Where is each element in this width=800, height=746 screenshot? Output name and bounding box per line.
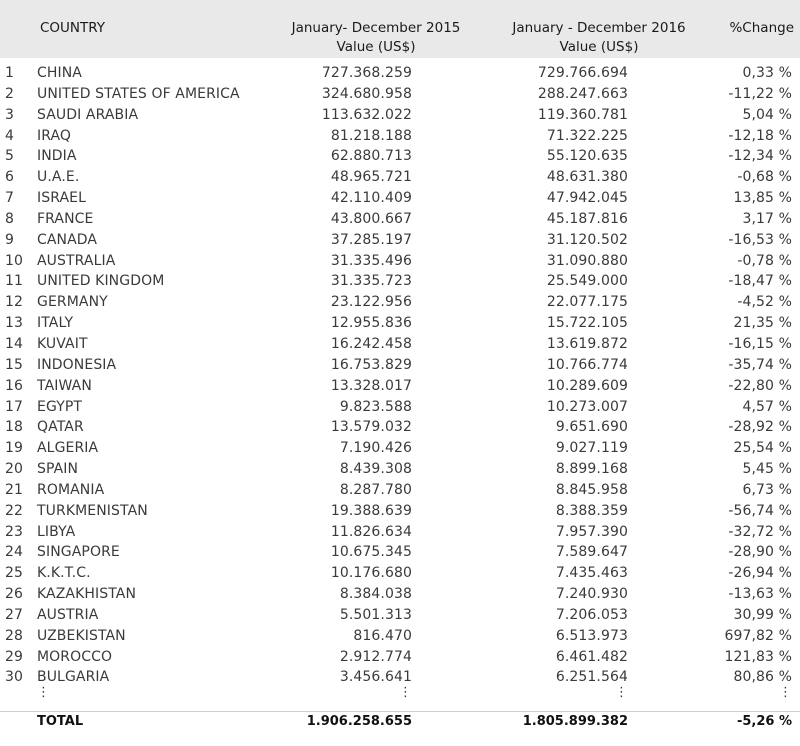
table-row — [0, 522, 800, 543]
total-2016: 1.805.899.382 — [522, 714, 628, 729]
row-number: 1 — [5, 65, 15, 81]
row-value-2016: 10.289.609 — [546, 377, 628, 394]
row-value-2016: 10.273.007 — [546, 398, 628, 415]
table-row — [0, 167, 800, 188]
table-row — [0, 63, 800, 84]
row-value-2016: 10.766.774 — [546, 356, 628, 373]
row-number: 10 — [5, 252, 24, 269]
row-value-2015: 5.501.313 — [339, 606, 412, 623]
row-country: UZBEKISTAN — [37, 627, 126, 644]
row-country: KUVAIT — [37, 335, 88, 352]
header-2016 — [485, 19, 713, 57]
row-number: 20 — [5, 461, 24, 478]
row-value-2015: 42.110.409 — [330, 190, 412, 207]
row-value-2015: 3.456.641 — [339, 669, 412, 686]
row-change: -4,52 % — [737, 294, 792, 311]
row-country: INDIA — [37, 148, 77, 165]
row-value-2016: 31.120.502 — [546, 231, 628, 248]
row-change: -16,15 % — [728, 335, 792, 352]
row-value-2016: 6.513.973 — [555, 627, 628, 644]
row-change: 25,54 % — [733, 440, 792, 457]
row-change: -11,22 % — [728, 85, 792, 102]
row-number: 16 — [5, 377, 24, 394]
table-row — [0, 605, 800, 626]
ellipsis-row — [0, 685, 800, 704]
row-country: GERMANY — [37, 294, 108, 311]
row-value-2016: 6.251.564 — [555, 669, 628, 686]
row-value-2015: 13.579.032 — [330, 419, 412, 436]
row-country: SAUDI ARABIA — [37, 106, 139, 123]
row-number: 26 — [5, 586, 24, 603]
row-number: 8 — [5, 210, 15, 227]
row-value-2016: 7.435.463 — [555, 565, 628, 582]
row-value-2016: 71.322.225 — [546, 127, 628, 144]
row-value-2016: 729.766.694 — [537, 65, 628, 81]
row-country: MOROCCO — [37, 648, 113, 665]
row-change: -12,18 % — [728, 127, 792, 144]
table-row — [0, 647, 800, 668]
row-value-2015: 31.335.723 — [330, 273, 412, 290]
row-change: 4,57 % — [742, 398, 792, 415]
row-country: TURKMENISTAN — [37, 502, 148, 519]
row-country: ISRAEL — [37, 190, 86, 207]
row-change: -22,80 % — [728, 377, 792, 394]
row-value-2016: 31.090.880 — [546, 252, 628, 269]
row-value-2016: 47.942.045 — [546, 190, 628, 207]
table-row — [0, 355, 800, 376]
header-change: %Change — [729, 20, 794, 36]
row-value-2015: 13.328.017 — [330, 377, 412, 394]
row-change: 3,17 % — [742, 210, 792, 227]
row-change: -13,63 % — [728, 586, 792, 603]
row-country: QATAR — [37, 419, 84, 436]
row-country: BULGARIA — [37, 669, 110, 686]
total-2015: 1.906.258.655 — [306, 714, 412, 729]
row-country: LIBYA — [37, 523, 76, 540]
ellipsis-country: ⋮ — [37, 685, 50, 701]
header-2015-unit: Value (US$) — [336, 39, 416, 55]
row-value-2016: 7.206.053 — [555, 606, 628, 623]
row-value-2015: 2.912.774 — [339, 648, 412, 665]
row-number: 11 — [5, 273, 24, 290]
table-row — [0, 126, 800, 147]
row-value-2015: 11.826.634 — [330, 523, 412, 540]
row-value-2016: 7.589.647 — [555, 544, 628, 561]
row-value-2015: 62.880.713 — [330, 148, 412, 165]
table-row — [0, 105, 800, 126]
ellipsis-2015: ⋮ — [399, 685, 412, 701]
row-value-2016: 7.957.390 — [555, 523, 628, 540]
row-value-2016: 119.360.781 — [537, 106, 628, 123]
row-number: 3 — [5, 106, 15, 123]
row-number: 6 — [5, 169, 15, 186]
row-value-2015: 23.122.956 — [330, 294, 412, 311]
row-value-2016: 55.120.635 — [546, 148, 628, 165]
row-value-2015: 19.388.639 — [330, 502, 412, 519]
table-row — [0, 563, 800, 584]
row-change: -16,53 % — [728, 231, 792, 248]
row-change: -18,47 % — [728, 273, 792, 290]
row-value-2015: 9.823.588 — [339, 398, 412, 415]
table-row — [0, 251, 800, 272]
row-number: 14 — [5, 335, 24, 352]
row-value-2015: 816.470 — [353, 627, 412, 644]
table-row — [0, 397, 800, 418]
row-value-2016: 9.651.690 — [555, 419, 628, 436]
row-change: -0,68 % — [737, 169, 792, 186]
table-row — [0, 438, 800, 459]
row-country: FRANCE — [37, 210, 94, 227]
row-change: 697,82 % — [724, 627, 792, 644]
row-change: -0,78 % — [737, 252, 792, 269]
row-value-2015: 727.368.259 — [321, 65, 412, 81]
header-2016-period: January - December 2016 — [512, 20, 686, 36]
row-value-2015: 16.753.829 — [330, 356, 412, 373]
table-row — [0, 542, 800, 563]
row-number: 24 — [5, 544, 24, 561]
row-value-2016: 22.077.175 — [546, 294, 628, 311]
row-number: 9 — [5, 231, 15, 248]
row-number: 30 — [5, 669, 24, 686]
total-row — [0, 712, 800, 732]
row-country: SPAIN — [37, 461, 79, 478]
row-value-2016: 25.549.000 — [546, 273, 628, 290]
row-value-2015: 48.965.721 — [330, 169, 412, 186]
row-number: 23 — [5, 523, 24, 540]
row-number: 25 — [5, 565, 24, 582]
row-number: 29 — [5, 648, 24, 665]
row-country: KAZAKHISTAN — [37, 586, 137, 603]
table-row — [0, 292, 800, 313]
row-value-2016: 13.619.872 — [546, 335, 628, 352]
row-country: AUSTRIA — [37, 606, 99, 623]
row-value-2016: 15.722.105 — [546, 315, 628, 332]
table-row — [0, 209, 800, 230]
table-row — [0, 584, 800, 605]
row-change: -28,92 % — [728, 419, 792, 436]
row-value-2016: 7.240.930 — [555, 586, 628, 603]
row-value-2015: 31.335.496 — [330, 252, 412, 269]
table-row — [0, 313, 800, 334]
row-value-2015: 12.955.836 — [330, 315, 412, 332]
table-row — [0, 501, 800, 522]
row-change: 21,35 % — [733, 315, 792, 332]
table-row — [0, 480, 800, 501]
row-country: K.K.T.C. — [37, 565, 91, 582]
row-country: SINGAPORE — [37, 544, 120, 561]
row-value-2016: 8.388.359 — [555, 502, 628, 519]
row-number: 27 — [5, 606, 24, 623]
total-label: TOTAL — [37, 714, 84, 729]
row-number: 17 — [5, 398, 24, 415]
row-value-2015: 16.242.458 — [330, 335, 412, 352]
row-number: 7 — [5, 190, 15, 207]
row-country: CANADA — [37, 231, 98, 248]
table-row — [0, 417, 800, 438]
table-row — [0, 376, 800, 397]
row-country: INDONESIA — [37, 356, 117, 373]
row-value-2015: 113.632.022 — [321, 106, 412, 123]
row-value-2016: 45.187.816 — [546, 210, 628, 227]
row-value-2016: 8.845.958 — [555, 481, 628, 498]
row-value-2016: 8.899.168 — [555, 461, 628, 478]
row-change: -32,72 % — [728, 523, 792, 540]
header-2015 — [260, 19, 492, 57]
row-country: ROMANIA — [37, 481, 105, 498]
row-value-2015: 8.439.308 — [339, 461, 412, 478]
row-value-2016: 9.027.119 — [555, 440, 628, 457]
table-row — [0, 459, 800, 480]
table-row — [0, 271, 800, 292]
table-row — [0, 230, 800, 251]
row-value-2015: 7.190.426 — [339, 440, 412, 457]
row-value-2015: 10.176.680 — [330, 565, 412, 582]
table-row — [0, 626, 800, 647]
row-number: 22 — [5, 502, 24, 519]
row-number: 28 — [5, 627, 24, 644]
row-change: -56,74 % — [728, 502, 792, 519]
row-value-2016: 288.247.663 — [537, 85, 628, 102]
row-country: UNITED STATES OF AMERICA — [37, 85, 240, 102]
ellipsis-2016: ⋮ — [615, 685, 628, 701]
table-row — [0, 334, 800, 355]
row-country: AUSTRALIA — [37, 252, 116, 269]
row-change: 121,83 % — [724, 648, 792, 665]
header-2016-unit: Value (US$) — [559, 39, 639, 55]
row-number: 4 — [5, 127, 15, 144]
row-number: 21 — [5, 481, 24, 498]
row-number: 2 — [5, 85, 15, 102]
row-value-2015: 8.287.780 — [339, 481, 412, 498]
row-change: -12,34 % — [728, 148, 792, 165]
row-country: CHINA — [37, 65, 82, 81]
row-change: -28,90 % — [728, 544, 792, 561]
row-number: 19 — [5, 440, 24, 457]
row-value-2015: 324.680.958 — [321, 85, 412, 102]
table-header — [0, 0, 800, 58]
row-country: ALGERIA — [37, 440, 99, 457]
row-change: 5,04 % — [742, 106, 792, 123]
row-number: 13 — [5, 315, 24, 332]
row-country: IRAQ — [37, 127, 72, 144]
row-country: U.A.E. — [37, 169, 80, 186]
table-body — [0, 63, 800, 704]
table-row — [0, 146, 800, 167]
row-number: 5 — [5, 148, 15, 165]
row-country: TAIWAN — [37, 377, 92, 394]
row-value-2015: 10.675.345 — [330, 544, 412, 561]
row-country: EGYPT — [37, 398, 83, 415]
row-value-2015: 37.285.197 — [330, 231, 412, 248]
row-value-2015: 43.800.667 — [330, 210, 412, 227]
row-change: -35,74 % — [728, 356, 792, 373]
row-change: 6,73 % — [742, 481, 792, 498]
row-country: UNITED KINGDOM — [37, 273, 165, 290]
header-2015-period: January- December 2015 — [291, 20, 461, 36]
total-change: -5,26 % — [736, 714, 792, 729]
table-row — [0, 188, 800, 209]
row-change: -26,94 % — [728, 565, 792, 582]
row-number: 12 — [5, 294, 24, 311]
row-value-2015: 8.384.038 — [339, 586, 412, 603]
row-change: 5,45 % — [742, 461, 792, 478]
row-value-2015: 81.218.188 — [330, 127, 412, 144]
row-change: 13,85 % — [733, 190, 792, 207]
row-change: 30,99 % — [733, 606, 792, 623]
row-value-2016: 48.631.380 — [546, 169, 628, 186]
row-value-2016: 6.461.482 — [555, 648, 628, 665]
row-number: 15 — [5, 356, 24, 373]
row-change: 80,86 % — [733, 669, 792, 686]
header-country: COUNTRY — [40, 20, 106, 36]
row-number: 18 — [5, 419, 24, 436]
row-change: 0,33 % — [742, 65, 792, 81]
ellipsis-change: ⋮ — [779, 685, 792, 701]
table-row — [0, 84, 800, 105]
row-country: ITALY — [37, 315, 74, 332]
